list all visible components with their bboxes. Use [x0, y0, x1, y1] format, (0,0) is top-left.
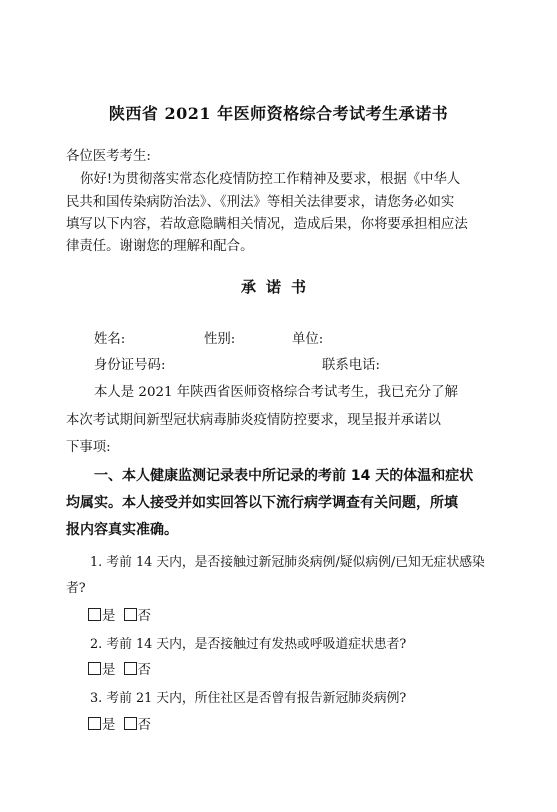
no-checkbox[interactable]	[124, 662, 137, 675]
section-1-line: 均属实。本人接受并如实回答以下流行病学调查有关问题，所填	[66, 495, 458, 511]
question-2-options	[88, 659, 151, 678]
yes-checkbox[interactable]	[88, 662, 101, 675]
no-checkbox[interactable]	[124, 608, 137, 621]
greeting: 各位医考考生:	[66, 149, 151, 164]
unit-field-label: 单位:	[292, 332, 324, 347]
question-1-text: 者?	[66, 581, 86, 596]
question-1-options	[88, 605, 151, 624]
intro-line: 你好!为贯彻落实常态化疫情防控工作精神及要求，根据《中华人	[80, 172, 461, 187]
question-3-text: 3. 考前 21 天内，所住社区是否曾有报告新冠肺炎病例?	[90, 691, 407, 706]
section-1-line: 报内容真实准确。	[66, 522, 178, 538]
statement-line: 本人是 2021 年陕西省医师资格综合考试考生，我已充分了解	[94, 385, 458, 400]
intro-line: 民共和国传染病防治法》、《刑法》等相关法律要求，请您务必如实	[66, 195, 455, 210]
yes-label: 是	[102, 609, 116, 624]
name-field-label: 姓名:	[94, 332, 126, 347]
question-3-options	[88, 714, 151, 733]
yes-checkbox[interactable]	[88, 608, 101, 621]
yes-label: 是	[102, 718, 116, 733]
pledge-subtitle: 承诺书	[240, 278, 316, 296]
intro-line: 填写以下内容，若故意隐瞒相关情况，造成后果，你将要承担相应法	[66, 217, 468, 232]
no-checkbox[interactable]	[124, 717, 137, 730]
id-number-field-label: 身份证号码:	[94, 358, 166, 373]
statement-line: 下事项:	[66, 440, 111, 455]
no-label: 否	[137, 609, 152, 624]
no-label: 否	[137, 718, 152, 733]
intro-line: 律责任。谢谢您的理解和配合。	[66, 239, 254, 254]
question-2-text: 2. 考前 14 天内，是否接触过有发热或呼吸道症状患者?	[90, 637, 407, 652]
yes-checkbox[interactable]	[88, 717, 101, 730]
document-title: 陕西省 2021 年医师资格综合考试考生承诺书	[108, 104, 449, 123]
section-1-line: 一、本人健康监测记录表中所记录的考前 14 天的体温和症状	[94, 468, 474, 484]
phone-field-label: 联系电话:	[322, 358, 381, 373]
no-label: 否	[137, 663, 152, 678]
yes-label: 是	[102, 663, 116, 678]
gender-field-label: 性别:	[204, 332, 236, 347]
question-1-text: 1. 考前 14 天内，是否接触过新冠肺炎病例/疑似病例/已知无症状感染	[90, 555, 485, 570]
statement-line: 本次考试期间新型冠状病毒肺炎疫情防控要求，现呈报并承诺以	[66, 413, 441, 428]
